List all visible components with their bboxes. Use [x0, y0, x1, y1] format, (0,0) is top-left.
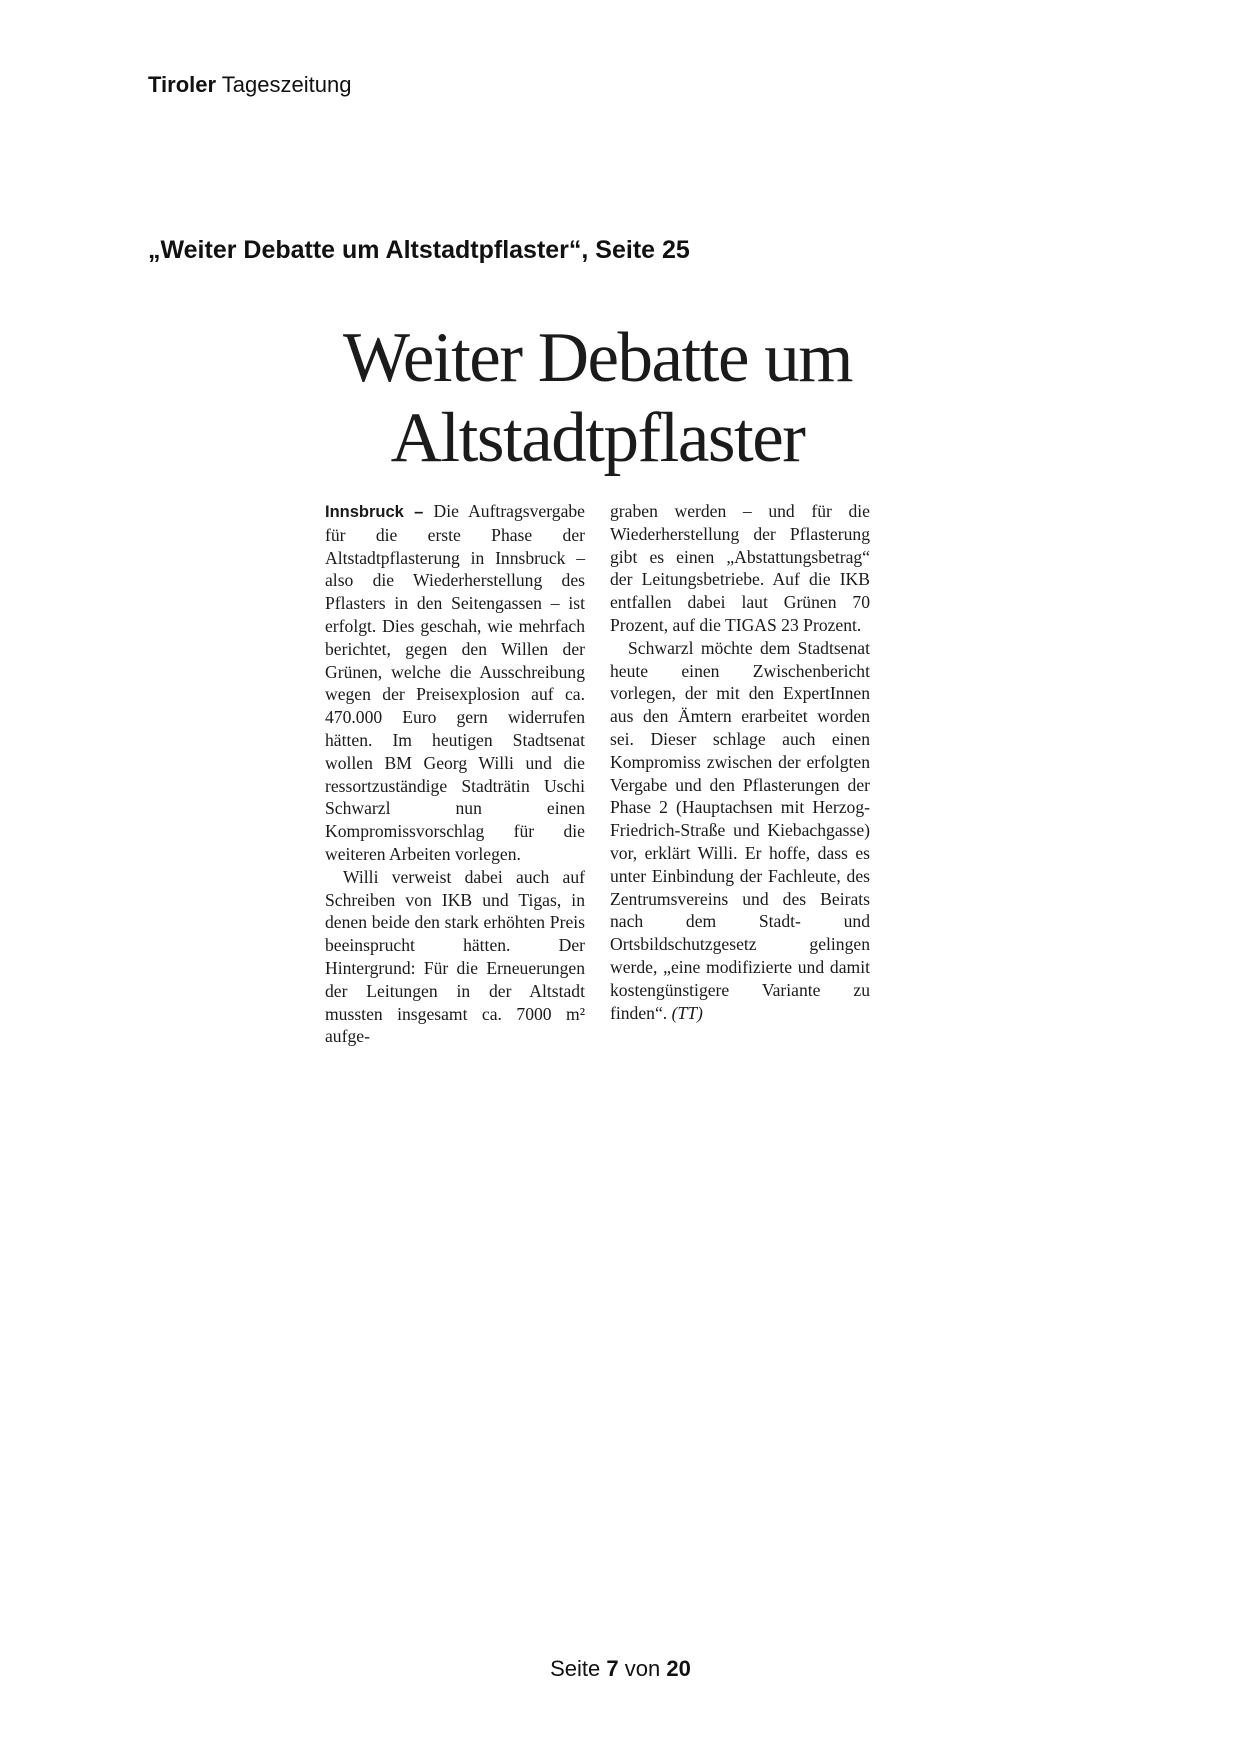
brand-name-bold: Tiroler: [148, 72, 217, 97]
paragraph: [325, 500, 585, 866]
publication-header: [148, 72, 351, 98]
paragraph: graben werden – und für die Wiederherstellung der Pflasterung gibt es einen „Abstattungsbetrag“ der Leitungsbetriebe. Auf die IKB entfallen dabei laut Grünen 70 Prozent, auf die TIGAS 23 Prozent.: [610, 501, 870, 635]
paragraph: [610, 637, 870, 1025]
headline-line-2: Altstadtpflaster: [390, 399, 805, 477]
current-page: 7: [606, 1656, 619, 1681]
page-number: [0, 1656, 1241, 1682]
page-label: Seite: [550, 1656, 601, 1681]
article-headline: [325, 318, 870, 478]
total-pages: 20: [666, 1656, 691, 1681]
brand-name-regular: Tageszeitung: [221, 72, 352, 97]
article-column-2: [610, 500, 870, 1048]
article-body: [325, 500, 870, 1048]
dateline: Innsbruck –: [325, 503, 424, 521]
paragraph-text: Die Auftragsvergabe für die erste Phase der Altstadtpflasterung in Innsbruck – also die Wiederherstellung des Pflasters in den Seitengassen – ist erfolgt. Dies geschah, wie mehrfach berichtet, gegen den Willen der Grünen, welche die Ausschreibung wegen der Preisexplosion auf ca. 470.000 Euro gern widerrufen hätten. Im heutigen Stadtsenat wollen BM Georg Willi und die ressortzuständige Stadträtin Uschi Schwarzl nun einen Kompromissvorschlag für die weiteren Arbeiten vorlegen.: [325, 501, 585, 864]
article-column-1: [325, 500, 585, 1048]
document-reference: „Weiter Debatte um Altstadtpflaster“, Seite 25: [148, 236, 690, 264]
paragraph: Willi verweist dabei auch auf Schreiben von IKB und Tigas, in denen beide den stark erhöhten Preis beeinsprucht hätten. Der Hintergrund: Für die Erneuerungen der Leitungen in der Altstadt mussten insgesamt ca. 7000 m² aufge-: [325, 866, 585, 1047]
newspaper-clipping: [325, 318, 870, 1048]
paragraph-text: Schwarzl möchte dem Stadtsenat heute einen Zwischenbericht vorlegen, der mit den ExpertInnen aus den Ämtern erarbeitet worden sei. Dieser schlage auch einen Kompromiss zwischen der erfolgten Vergabe und den Pflasterungen der Phase 2 (Hauptachsen mit Herzog-Friedrich-Straße und Kiebachgasse) vor, erklärt Willi. Er hoffe, dass es unter Einbindung der Fachleute, des Zentrumsvereins und des Beirats nach dem Stadt- und Ortsbildschutzgesetz gelingen werde, „eine modifizierte und damit kostengünstigere Variante zu finden“.: [610, 637, 870, 1023]
page-separator: von: [624, 1656, 661, 1681]
author-tag: (TT): [671, 1002, 703, 1023]
headline-line-1: Weiter Debatte um: [343, 319, 852, 397]
